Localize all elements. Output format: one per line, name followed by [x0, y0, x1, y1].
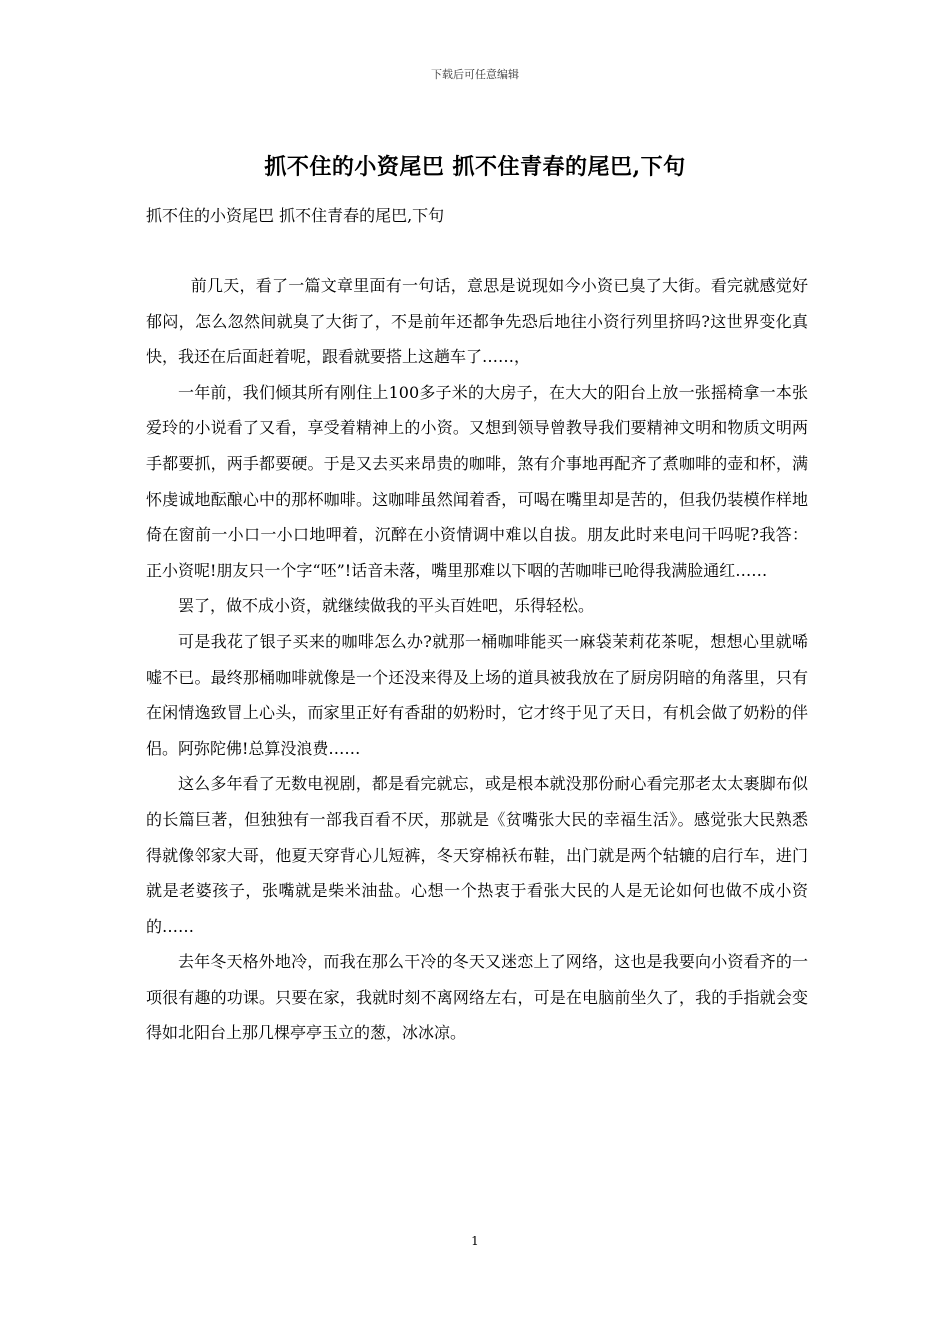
page-number: 1 [471, 1234, 479, 1248]
paragraph-2: 一年前，我们倾其所有刚住上100多子米的大房子，在大大的阳台上放一张摇椅拿一本张爱玲的小说看了又看，享受着精神上的小资。又想到领导曾教导我们要精神文明和物质文明两手都要抓，两手都要硬。于是又去买来昂贵的咖啡，煞有介事地再配齐了煮咖啡的壶和杯，满怀虔诚地酝酿心中的那杯咖啡。这咖啡虽然闻着香，可喝在嘴里却是苦的，但我仍装模作样地倚在窗前一小口一小口地呷着，沉醉在小资情调中难以自拔。朋友此时来电问干吗呢?我答：正小资呢!朋友只一个字“呸”!话音未落，嘴里那难以下咽的苦咖啡已呛得我满脸通红…… [146, 382, 808, 580]
document-body [146, 268, 808, 1051]
paragraph-1: 前几天，看了一篇文章里面有一句话，意思是说现如今小资已臭了大街。看完就感觉好郁闷，怎么忽然间就臭了大街了，不是前年还都争先恐后地往小资行列里挤吗?这世界变化真快，我还在后面赶着呢，跟看就要搭上这趟车了……， [146, 276, 808, 367]
document-title: 抓不住的小资尾巴 抓不住青春的尾巴,下句 [264, 154, 686, 180]
paragraph-4: 可是我花了银子买来的咖啡怎么办?就那一桶咖啡能买一麻袋茉莉花茶呢，想想心里就唏嘘不已。最终那桶咖啡就像是一个还没来得及上场的道具被我放在了厨房阴暗的角落里，只有在闲情逸致冒上心头，而家里正好有香甜的奶粉时，它才终于见了天日，有机会做了奶粉的伴侣。阿弥陀佛!总算没浪费…… [146, 631, 808, 758]
paragraph-5: 这么多年看了无数电视剧，都是看完就忘，或是根本就没那份耐心看完那老太太裹脚布似的长篇巨著，但独独有一部我百看不厌，那就是《贫嘴张大民的幸福生活》。感觉张大民熟悉得就像邻家大哥，他夏天穿背心儿短裤，冬天穿棉袄布鞋，出门就是两个轱辘的启行车，进门就是老婆孩子，张嘴就是柴米油盐。心想一个热衷于看张大民的人是无论如何也做不成小资的…… [146, 774, 808, 936]
document-subtitle: 抓不住的小资尾巴 抓不住青春的尾巴,下句 [146, 206, 445, 225]
paragraph-6: 去年冬天格外地冷，而我在那么干冷的冬天又迷恋上了网络，这也是我要向小资看齐的一项很有趣的功课。只要在家，我就时刻不离网络左右，可是在电脑前坐久了，我的手指就会变得如北阳台上那几棵亭亭玉立的葱，冰冰凉。 [146, 952, 808, 1043]
paragraph-3: 罢了，做不成小资，就继续做我的平头百姓吧，乐得轻松。 [178, 596, 595, 616]
header-note: 下载后可任意编辑 [431, 68, 519, 81]
